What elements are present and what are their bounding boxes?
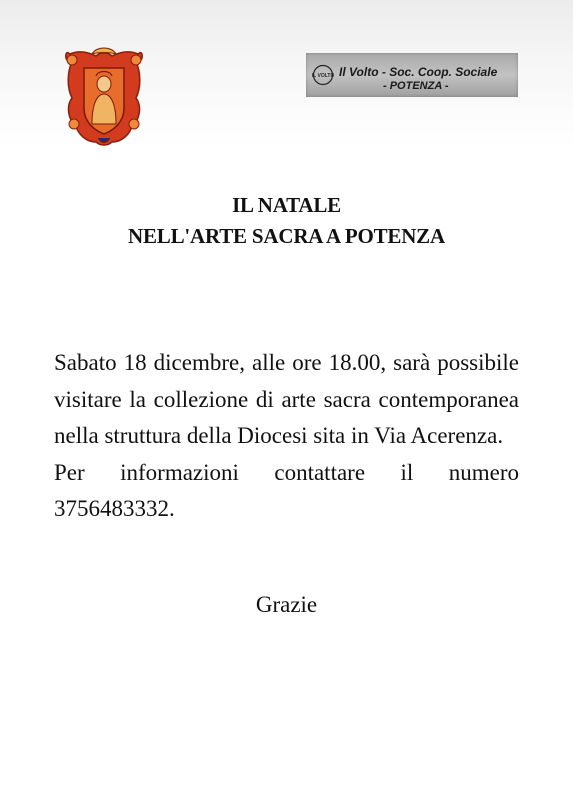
banner-line2: - POTENZA -	[383, 80, 449, 92]
page-title-line2: NELL'ARTE SACRA A POTENZA	[128, 224, 445, 248]
coat-of-arms-icon	[62, 46, 146, 148]
announcement-paragraph-2: Per informazioni contattare il numero 3756483332.	[54, 459, 519, 521]
il-volto-logo-icon	[312, 64, 334, 86]
announcement-paragraph-1: Sabato 18 dicembre, alle ore 18.00, sarà possibile visitare la collezione di arte sacra contemporanea nella struttura della Diocesi sita in Via Acerenza.	[54, 350, 519, 448]
page-title-line1: IL NATALE	[232, 193, 341, 217]
banner-logo-text: IL VOLTO	[312, 73, 334, 79]
closing-text: Grazie	[255, 592, 318, 617]
announcement-body	[54, 345, 519, 528]
organization-banner	[306, 53, 518, 97]
banner-line1: Il Volto - Soc. Coop. Sociale	[339, 65, 498, 79]
